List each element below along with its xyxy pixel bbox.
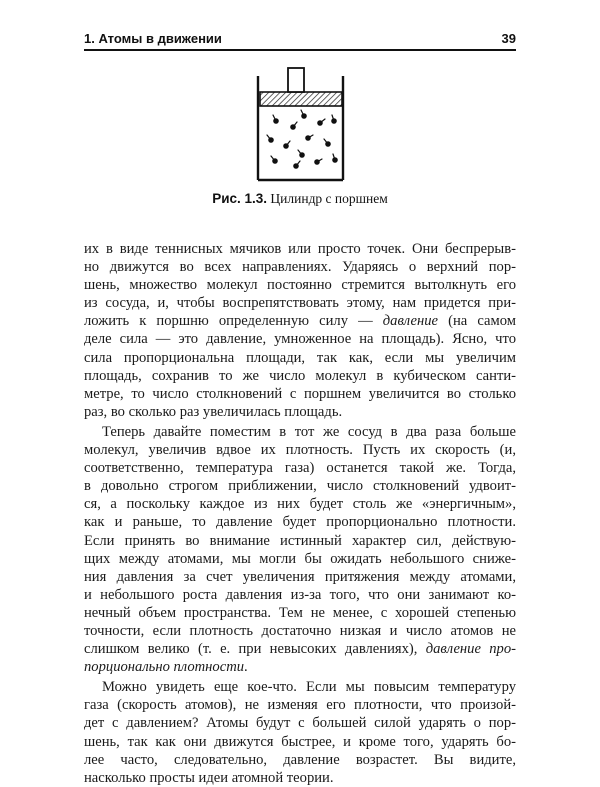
text-run: щих между атомами, мы могли бы ожидать небольшого сниже- xyxy=(84,550,516,567)
text-run: . xyxy=(244,659,248,676)
text-line xyxy=(84,568,516,586)
text-run: соответственно, температура газа) останется такой же. Тогда, xyxy=(84,460,516,477)
text-line xyxy=(84,696,516,714)
running-head xyxy=(84,31,516,46)
text-line xyxy=(84,678,516,696)
text-line xyxy=(84,714,516,732)
text-line xyxy=(84,622,516,640)
text-line xyxy=(84,349,516,367)
text-line xyxy=(84,385,516,403)
text-line xyxy=(84,477,516,495)
text-line xyxy=(84,495,516,513)
text-line xyxy=(84,441,516,459)
text-run: насколько просты идеи атомной теории. xyxy=(84,769,334,786)
piston xyxy=(260,68,342,106)
header-rule xyxy=(84,49,516,51)
text-line xyxy=(84,532,516,550)
text-run: площадь, сохранив то же число молекул в кубическом санти- xyxy=(84,367,516,384)
text-line xyxy=(84,640,516,658)
italic-term: давление про- xyxy=(425,641,516,658)
text-run: слишком велико (т. е. при невысоких давлениях), xyxy=(84,641,426,658)
italic-term: порционально плотности xyxy=(84,659,245,676)
text-run: шень, так как они движутся быстрее, и кроме того, ударять бо- xyxy=(84,733,516,750)
text-run: Если принять во внимание истинный характер сил, действую- xyxy=(84,532,516,549)
text-run: лее часто, следовательно, давление возрастет. Вы видите, xyxy=(84,751,516,768)
text-line xyxy=(84,769,516,787)
text-run: ния давления за счет увеличения притяжения между атомами, xyxy=(84,568,516,585)
paragraph xyxy=(84,678,516,787)
text-line xyxy=(84,751,516,769)
text-line xyxy=(84,312,516,330)
text-run: метре, то число столкновений с поршнем увеличится во столько xyxy=(84,385,516,402)
text-line xyxy=(84,459,516,477)
text-line xyxy=(84,550,516,568)
text-line xyxy=(84,513,516,531)
text-run: молекул, увеличив вдвое их плотность. Пусть их скорость (и, xyxy=(84,442,516,459)
text-run: точности, если плотность достаточно низкая и число атомов не xyxy=(84,622,516,639)
body-text xyxy=(84,240,516,787)
chapter-title: 1. Атомы в движении xyxy=(84,31,222,46)
text-run: но движутся во всех направлениях. Ударяясь о верхний пор- xyxy=(84,259,516,276)
figure-caption xyxy=(0,191,600,207)
text-run: Можно увидеть еще кое-что. Если мы повысим температуру xyxy=(102,679,516,696)
paragraph xyxy=(84,240,516,421)
text-line xyxy=(84,586,516,604)
figure-cylinder xyxy=(240,64,360,192)
text-run: шень, множество молекул постоянно стремится вытолкнуть его xyxy=(84,277,516,294)
cylinder-piston-illustration xyxy=(240,64,360,192)
text-run: их в виде теннисных мячиков или просто точек. Они беспрерыв- xyxy=(84,241,516,257)
text-line xyxy=(84,403,516,421)
text-line xyxy=(84,733,516,751)
text-run: нечный объем пространства. Тем не менее, с хорошей степенью xyxy=(84,604,516,621)
figure-caption-label: Рис. 1.3. xyxy=(212,191,268,206)
text-line xyxy=(84,367,516,385)
text-run: Теперь давайте поместим в тот же сосуд в два раза больше xyxy=(102,423,516,440)
paragraph xyxy=(84,423,516,676)
text-run: как и раньше, то давление будет пропорционально плотности. xyxy=(84,514,516,531)
text-run: раз, во сколько раз увеличилась площадь. xyxy=(84,403,343,420)
text-run: деле сила — это давление, умноженное на площадь). Ясно, что xyxy=(84,331,516,348)
text-line xyxy=(84,330,516,348)
text-run: (на самом xyxy=(438,313,516,330)
text-line xyxy=(84,658,516,676)
text-line xyxy=(84,276,516,294)
text-line xyxy=(84,240,516,258)
italic-term: давление xyxy=(382,313,439,330)
text-run: дет с давлением? Атомы будут с большей силой ударять о пор- xyxy=(84,715,516,732)
text-run: и небольшого роста давления из-за того, что они занимают ко- xyxy=(84,586,516,603)
text-line xyxy=(84,258,516,276)
text-run: сила пропорциональна площади, так как, если мы увеличим xyxy=(84,349,516,366)
text-run: ся, а поскольку каждое из них будет столь же «энергичным», xyxy=(84,496,516,513)
text-run: газа (скорость атомов), не изменяя его плотности, что произой- xyxy=(84,697,516,714)
page-number: 39 xyxy=(501,31,516,46)
text-line xyxy=(84,294,516,312)
text-line xyxy=(84,604,516,622)
figure-caption-text: Цилиндр с поршнем xyxy=(270,191,388,206)
text-run: из сосуда, и, чтобы воспрепятствовать этому, нам придется при- xyxy=(84,295,516,312)
gas-molecules xyxy=(267,110,337,168)
text-run: в довольно строгом приближении, число столкновений удвоит- xyxy=(84,478,516,495)
text-run: ложить к поршню определенную силу — xyxy=(84,313,383,330)
text-line xyxy=(84,423,516,441)
